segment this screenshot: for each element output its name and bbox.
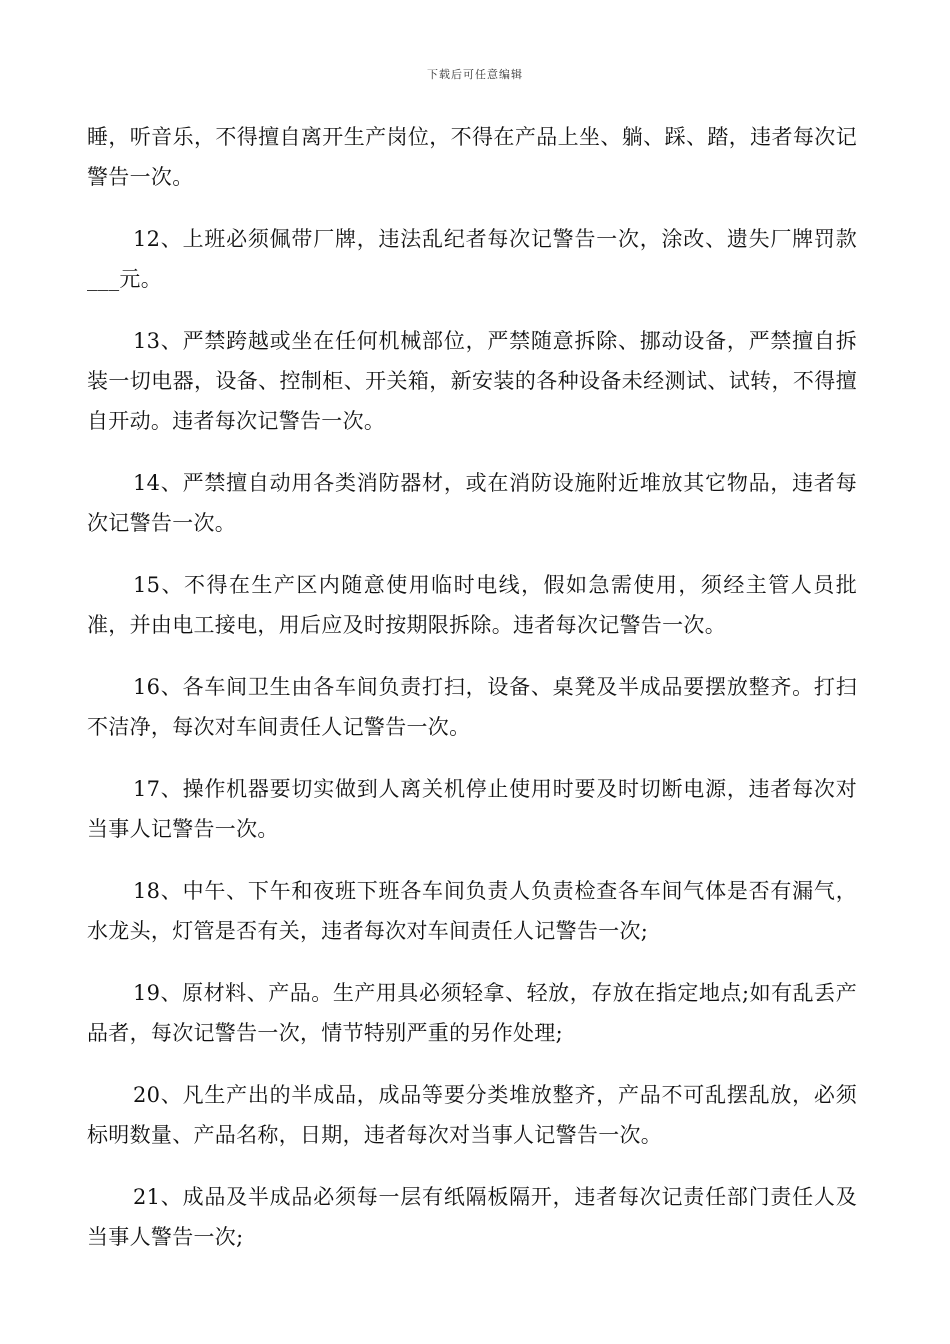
rule-13: 13、严禁跨越或坐在任何机械部位，严禁随意拆除、挪动设备，严禁擅自拆装一切电器，设备、控制柜、开关箱，新安装的各种设备未经测试、试转，不得擅自开动。违者每次记警告一次。 bbox=[87, 329, 857, 433]
rule-20: 20、凡生产出的半成品，成品等要分类堆放整齐，产品不可乱摆乱放，必须标明数量、产品名称，日期，违者每次对当事人记警告一次。 bbox=[87, 1083, 857, 1147]
rule-18: 18、中午、下午和夜班下班各车间负责人负责检查各车间气体是否有漏气，水龙头，灯管是否有关，违者每次对车间责任人记警告一次; bbox=[87, 879, 857, 943]
document-body bbox=[87, 117, 857, 1279]
paragraph-continued: 睡，听音乐，不得擅自离开生产岗位，不得在产品上坐、躺、踩、踏，违者每次记警告一次。 bbox=[87, 125, 857, 189]
rule-16: 16、各车间卫生由各车间负责打扫，设备、桌凳及半成品要摆放整齐。打扫不洁净，每次对车间责任人记警告一次。 bbox=[87, 675, 857, 739]
rule-12: 12、上班必须佩带厂牌，违法乱纪者每次记警告一次，涂改、遗失厂牌罚款___元。 bbox=[87, 227, 857, 291]
rule-19: 19、原材料、产品。生产用具必须轻拿、轻放，存放在指定地点;如有乱丢产品者，每次记警告一次，情节特别严重的另作处理; bbox=[87, 981, 857, 1045]
page-header-note: 下载后可任意编辑 bbox=[427, 68, 523, 81]
rule-21: 21、成品及半成品必须每一层有纸隔板隔开，违者每次记责任部门责任人及当事人警告一次; bbox=[87, 1185, 857, 1249]
rule-15: 15、不得在生产区内随意使用临时电线，假如急需使用，须经主管人员批准，并由电工接电，用后应及时按期限拆除。违者每次记警告一次。 bbox=[87, 573, 857, 637]
rule-17: 17、操作机器要切实做到人离关机停止使用时要及时切断电源，违者每次对当事人记警告一次。 bbox=[87, 777, 857, 841]
rule-14: 14、严禁擅自动用各类消防器材，或在消防设施附近堆放其它物品，违者每次记警告一次。 bbox=[87, 471, 857, 535]
